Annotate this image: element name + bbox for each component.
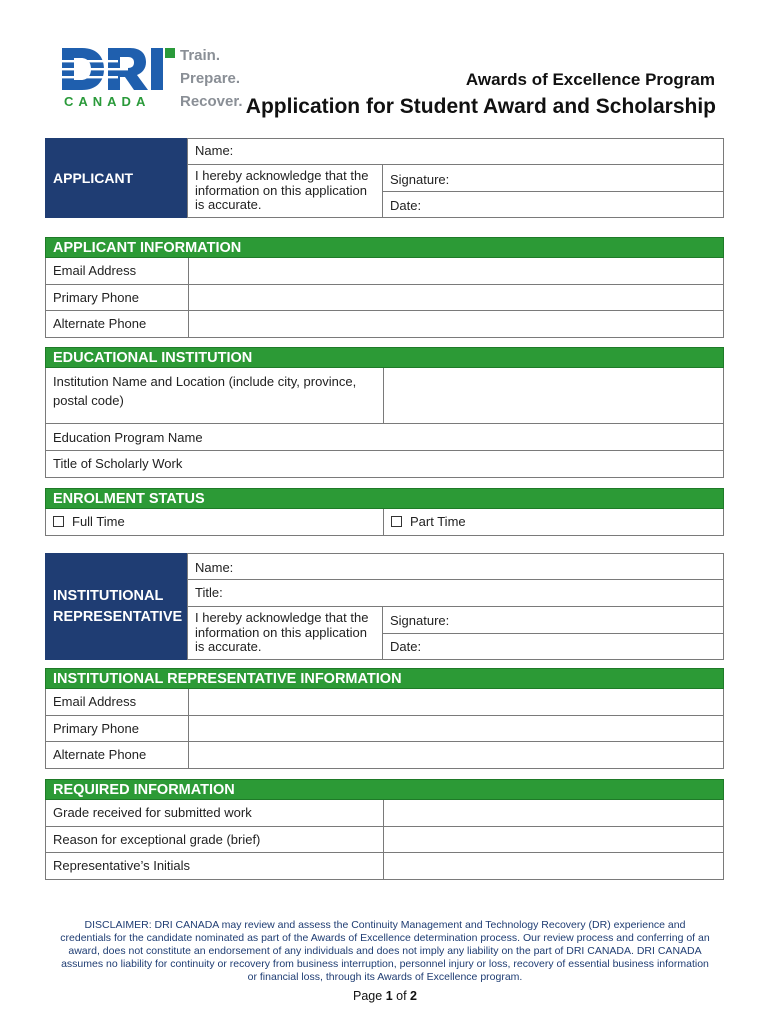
rep-info-header: INSTITUTIONAL REPRESENTATIVE INFORMATION [45,668,724,689]
applicant-signature-label: Signature: [390,172,450,187]
representative-title-label: Title: [195,585,223,600]
enrolment-section [45,488,724,537]
representative-date-label: Date: [390,639,422,654]
dri-canada-logo [58,44,248,116]
tagline-prepare: Prepare. [180,70,241,87]
representative-label [45,553,187,660]
representative-block [45,553,724,660]
rep-primary-phone-label: Primary Phone [46,716,189,741]
logo-canada-text: CANADA [64,94,151,109]
applicant-primary-phone-label: Primary Phone [46,285,189,310]
applicant-block [45,138,724,218]
part-time-label: Part Time [410,514,466,529]
applicant-label: APPLICANT [45,138,187,218]
representative-name-label: Name: [195,560,234,575]
applicant-name-label: Name: [195,143,234,158]
rep-alternate-phone-label: Alternate Phone [46,742,189,768]
part-time-checkbox[interactable] [391,516,402,527]
applicant-email-row[interactable] [45,258,724,285]
institution-row[interactable] [45,368,724,424]
program-label: Education Program Name [53,430,203,445]
grade-label: Grade received for submitted work [46,800,384,826]
dri-logo-mark-icon [58,44,180,94]
representative-signature-label: Signature: [390,613,450,628]
rep-alternate-phone-row[interactable] [45,742,724,769]
required-info-section [45,779,724,881]
scholarly-work-row[interactable] [45,451,724,478]
program-row[interactable] [45,424,724,451]
applicant-email-label: Email Address [46,258,189,284]
initials-row[interactable] [45,853,724,880]
full-time-label: Full Time [72,514,125,529]
page-total: 2 [410,989,417,1003]
representative-acknowledgement: I hereby acknowledge that the information on this application is accurate. [187,606,383,660]
grade-row[interactable] [45,800,724,827]
initials-label: Representative’s Initials [46,853,384,879]
applicant-info-section [45,237,724,339]
enrolment-header: ENROLMENT STATUS [45,488,724,509]
institution-label: Institution Name and Location (include city, province, postal code) [46,368,384,423]
applicant-alternate-phone-label: Alternate Phone [46,311,189,337]
reason-label: Reason for exceptional grade (brief) [46,827,384,852]
applicant-signature-field[interactable] [382,164,724,192]
applicant-name-field[interactable] [187,138,724,165]
program-subtitle: Awards of Excellence Program [465,70,715,89]
form-title: Application for Student Award and Scholarship [245,95,716,118]
representative-date-field[interactable] [382,633,724,660]
tagline-train: Train. [180,47,221,64]
rep-info-section [45,668,724,770]
applicant-alternate-phone-row[interactable] [45,311,724,338]
required-info-header: REQUIRED INFORMATION [45,779,724,800]
enrolment-row [45,509,724,536]
part-time-option[interactable] [384,509,725,535]
page-middle: of [392,989,411,1003]
applicant-info-header: APPLICANT INFORMATION [45,237,724,258]
page-current: 1 [385,989,393,1003]
representative-label-line1: INSTITUTIONAL [53,588,164,604]
applicant-primary-phone-row[interactable] [45,285,724,311]
logo-tagline [180,44,243,113]
representative-title-field[interactable] [187,579,724,607]
full-time-option[interactable] [46,509,384,535]
page-prefix: Page [353,989,386,1003]
full-time-checkbox[interactable] [53,516,64,527]
rep-email-row[interactable] [45,689,724,716]
page-number [0,989,770,1003]
reason-row[interactable] [45,827,724,853]
tagline-recover: Recover. [180,93,243,110]
disclaimer-text: DISCLAIMER: DRI CANADA may review and assess the Continuity Management and Technology Recovery (DR) experience and credentials for the candidate nominated as part of the Awards of Excellence determination process. Our review process and conferring of an award, does not constitute an endorsement of any individuals and does not imply any liability on the part of DRI CANADA. DRI CANADA assumes no liability for continuity or recovery from business interruption, personnel injury or loss, recovery of essential business information or financial loss, through its Awards of Excellence program. [60,919,710,983]
representative-label-line2: REPRESENTATIVE [53,609,183,625]
rep-primary-phone-row[interactable] [45,716,724,742]
representative-signature-field[interactable] [382,606,724,634]
applicant-date-label: Date: [390,198,422,213]
education-section [45,347,724,478]
applicant-date-field[interactable] [382,191,724,218]
representative-name-field[interactable] [187,553,724,580]
scholarly-work-label: Title of Scholarly Work [53,456,183,471]
rep-email-label: Email Address [46,689,189,715]
education-header: EDUCATIONAL INSTITUTION [45,347,724,368]
applicant-acknowledgement: I hereby acknowledge that the information on this application is accurate. [187,164,383,218]
